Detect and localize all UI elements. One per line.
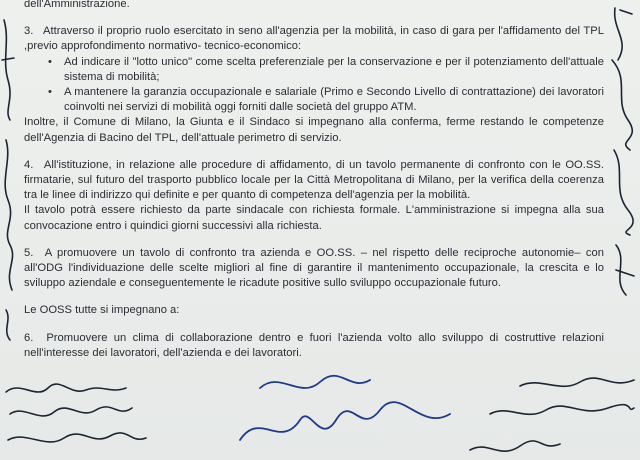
- document-body: [24, 0, 604, 361]
- paragraph-4: [24, 158, 604, 204]
- paragraph-5-number: 5.: [24, 246, 34, 259]
- bottom-signature-2: [10, 407, 132, 416]
- paragraph-5: [24, 246, 604, 292]
- bottom-signature-7: [490, 405, 634, 415]
- right-margin-signature-1: [615, 8, 632, 60]
- paragraph-3-bullet-1-text: Ad indicare il "lotto unico" come scelta preferenziale per la conservazione e per il potenziamento dell'attuale sistema di mobilità;: [64, 55, 604, 83]
- paragraph-3-intro: [24, 24, 604, 54]
- left-margin-signature-2: [5, 140, 12, 290]
- paragraph-5-text: A promuovere un tavolo di confronto tra azienda e OO.SS. – nel rispetto delle reciproche autonomie– con all'ODG l'individuazione delle scelte migliori al fine di garantire il mantenimento occupazionale, la crescita e lo sviluppo aziendale e conseguentemente le ricadute positive sullo sviluppo occupazionale futuro.: [24, 246, 604, 290]
- paragraph-3-intro-text: Attraverso il proprio ruolo esercitato in seno all'agenzia per la mobilità, in caso di gara per l'affidamento del TPL ,previo approfondimento normativo- tecnico-economico:: [24, 25, 604, 53]
- paragraph-3-bullet-2-text: A mantenere la garanzia occupazionale e salariale (Primo e Secondo Livello di contrattazione) dei lavoratori coinvolti nei servizi di mobilità oggi forniti dalle società del gruppo ATM.: [64, 86, 604, 114]
- left-margin-signature-1: [2, 20, 14, 120]
- bullet-icon: •: [48, 55, 52, 68]
- paragraph-6-number: 6.: [24, 331, 34, 344]
- paragraph-3-bullet-2: [24, 85, 604, 115]
- paragraph-4-number: 4.: [24, 158, 34, 171]
- paragraph-3-bullet-1: [24, 55, 604, 85]
- bottom-signature-3: [8, 433, 146, 442]
- paragraph-3-closing: Inoltre, il Comune di Milano, la Giunta e il Sindaco si impegnano alla conferma, ferme restando le competenze dell'Agenzia di Bacino del TPL, dell'attuale perimetro di servizio.: [24, 116, 604, 144]
- right-margin-signature-3: [614, 150, 633, 235]
- paragraph-6: [24, 331, 604, 361]
- paragraph-4-text: All'istituzione, in relazione alle procedure di affidamento, di un tavolo permanente di confronto con le OO.SS. firmatarie, sul futuro del trasporto pubblico locale per la Città Metropolitana di Milano, per la verifica della coerenza tra le linee di indirizzo qui definite e per quanto di competenza dell'agenzia per la mobilità.: [24, 158, 604, 202]
- right-margin-signature-2: [612, 60, 632, 150]
- bullet-icon: •: [48, 86, 52, 99]
- paragraph-4-second: Il tavolo potrà essere richiesto da parte sindacale con richiesta formale. L'amministrazione si impegna alla sua convocazione entro i quindici giorni successivi alla richiesta.: [24, 204, 604, 232]
- paragraph-2-tail: dell'Amministrazione.: [24, 0, 130, 10]
- paragraph-3-number: 3.: [24, 25, 34, 38]
- left-margin-signature-3: [6, 310, 10, 340]
- bottom-signature-4: [260, 376, 370, 388]
- ooss-line: Le OOSS tutte si impegnano a:: [24, 304, 180, 317]
- bottom-signature-1: [6, 384, 126, 392]
- paragraph-6-text: Promuovere un clima di collaborazione dentro e fuori l'azienda volto allo sviluppo di costruttive relazioni nell'interesse dei lavoratori, dell'azienda e dei lavoratori.: [24, 331, 604, 359]
- bottom-signature-8: [520, 378, 634, 386]
- bottom-signature-5: [240, 402, 450, 440]
- bottom-signature-6: [470, 441, 560, 451]
- right-margin-signature-4: [616, 245, 634, 295]
